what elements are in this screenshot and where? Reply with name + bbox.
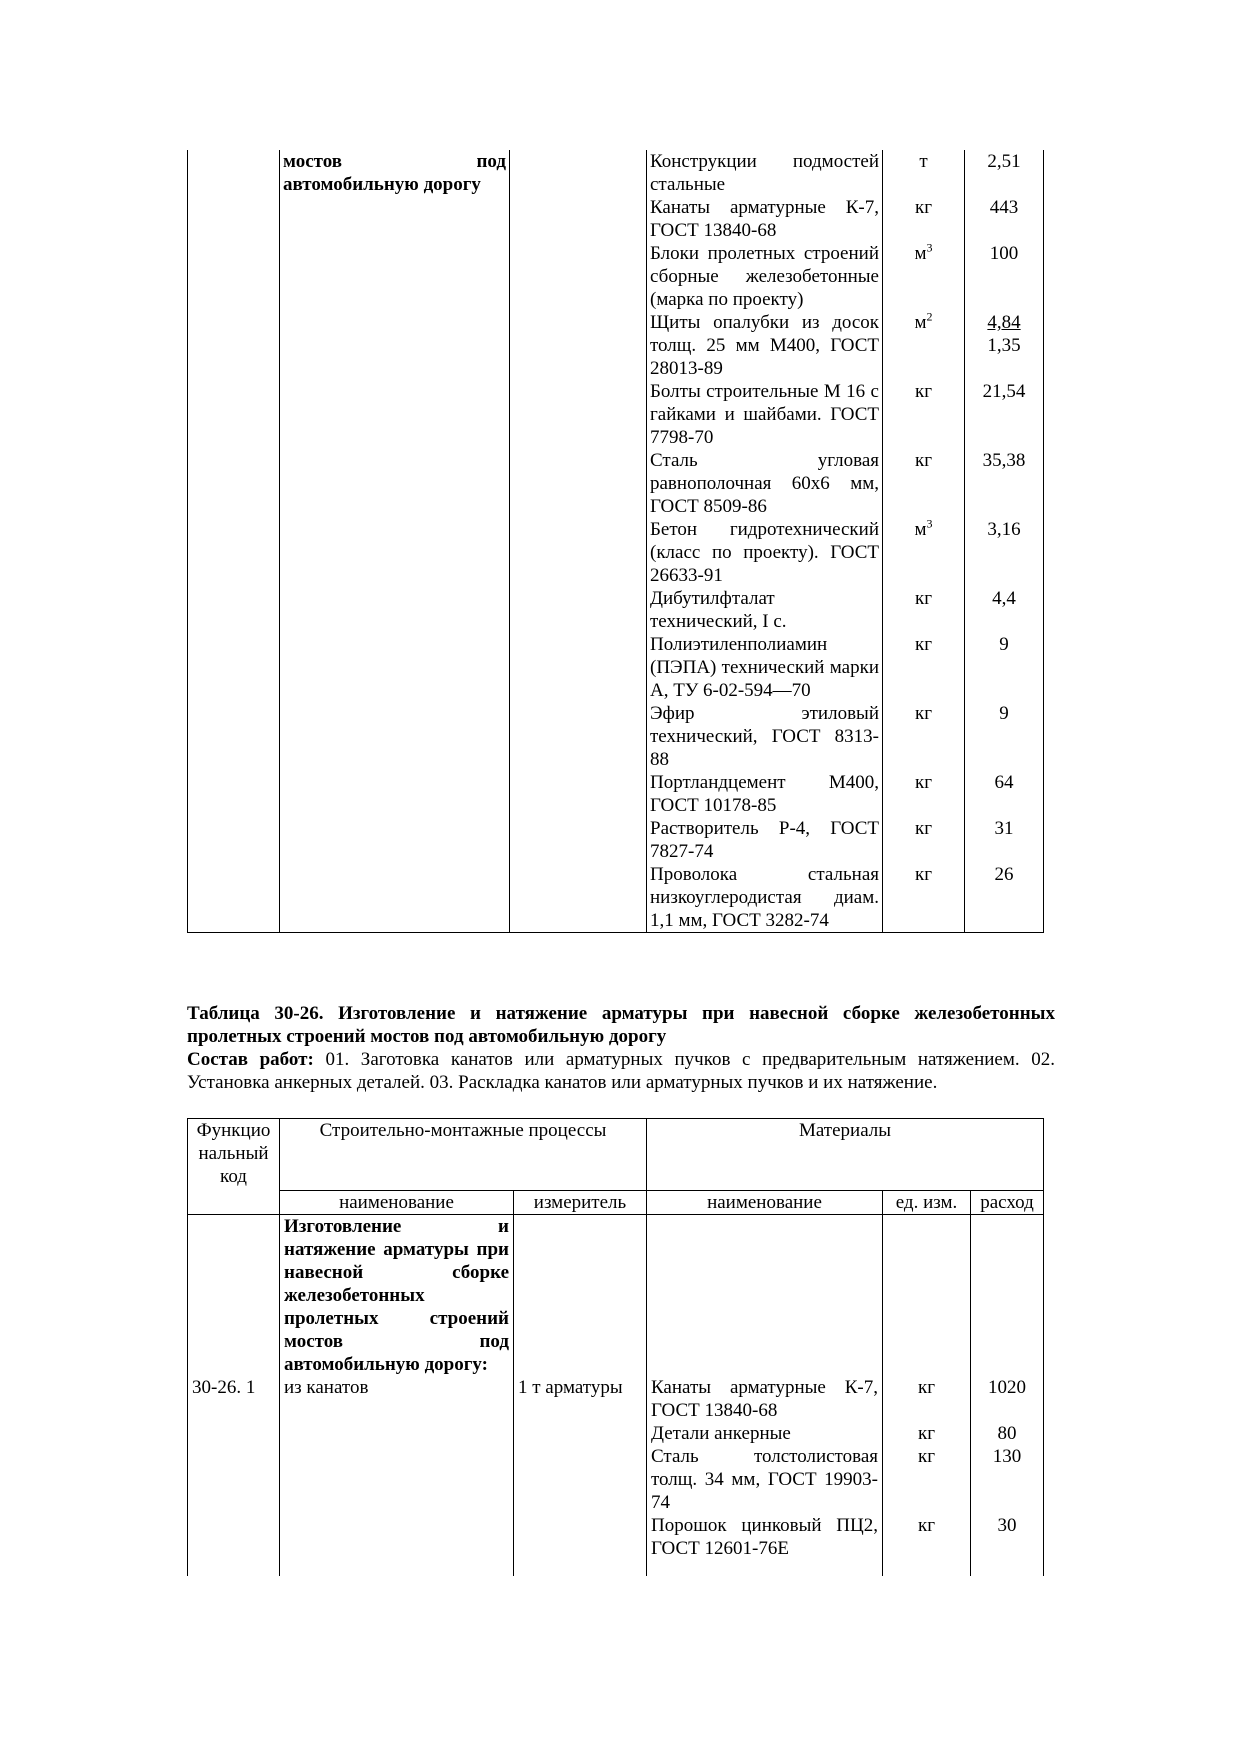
col-process-name — [280, 633, 510, 702]
unit-text: кг — [914, 588, 933, 609]
material-unit — [883, 863, 965, 933]
table-row — [188, 1376, 1044, 1576]
composition-label: Состав работ: — [187, 1049, 314, 1070]
qty-value: 21,54 — [982, 381, 1026, 402]
unit-superscript: 2 — [926, 309, 933, 324]
col-code — [188, 449, 280, 518]
unit-text: кг — [914, 864, 933, 885]
material-name: Портландцемент М400, ГОСТ 10178-85 — [647, 771, 883, 817]
unit-text: т — [919, 151, 928, 172]
material-unit — [883, 242, 965, 311]
material-name: Бетон гидротехнический (класс по проекту). ГОСТ 26633-91 — [647, 518, 883, 587]
qty-value: 35,38 — [982, 450, 1026, 471]
unit-text: кг — [914, 818, 933, 839]
table-row — [188, 633, 1044, 702]
col-measure — [510, 150, 647, 196]
material-name: Конструкции подмостей стальные — [647, 150, 883, 196]
material-qty — [965, 242, 1044, 311]
unit-text: кг — [914, 381, 933, 402]
material-unit: кг — [917, 1446, 936, 1467]
material-name: Проволока стальная низкоуглеродистая диам. 1,1 мм, ГОСТ 3282-74 — [647, 863, 883, 933]
material-name: Детали анкерные — [651, 1423, 791, 1444]
col-measure — [510, 380, 647, 449]
material-qty-cell — [971, 1376, 1044, 1576]
unit-superscript: 3 — [926, 516, 933, 531]
material-unit — [883, 196, 965, 242]
material-name: Сталь угловая равнополочная 60х6 мм, ГОСТ 8509-86 — [647, 449, 883, 518]
col-code — [188, 150, 280, 196]
row-process-name: из канатов — [280, 1376, 514, 1576]
col-process-name — [280, 518, 510, 587]
material-qty: 30 — [997, 1515, 1017, 1536]
qty-value: 9 — [999, 703, 1009, 724]
col-code — [188, 242, 280, 311]
header-materials: Материалы — [647, 1119, 1044, 1191]
col-code — [188, 863, 280, 933]
unit-text: кг — [914, 197, 933, 218]
material-qty: 1020 — [988, 1377, 1027, 1398]
material-qty — [965, 863, 1044, 933]
material-qty — [965, 587, 1044, 633]
composition-text: 01. Заготовка канатов или арматурных пучков с предварительным натяжением. 02. Установка анкерных деталей. 03. Раскладка канатов или арматурных пучков и их натяжение. — [187, 1049, 1055, 1093]
col-process-name — [280, 242, 510, 311]
table-row — [188, 311, 1044, 380]
material-qty — [965, 449, 1044, 518]
material-qty: 130 — [992, 1446, 1022, 1467]
material-name: Блоки пролетных строений сборные железобетонные (марка по проекту) — [647, 242, 883, 311]
col-measure — [510, 196, 647, 242]
header-processes: Строительно-монтажные процессы — [280, 1119, 647, 1191]
material-name: Порошок цинковый ПЦ2, ГОСТ 12601-76Е — [651, 1515, 878, 1559]
col-code — [188, 702, 280, 771]
unit-text: м — [914, 243, 927, 264]
qty-value: 4,84 — [987, 312, 1021, 333]
material-unit — [883, 817, 965, 863]
col-code — [188, 771, 280, 817]
qty-value: 26 — [994, 864, 1014, 885]
material-unit: кг — [917, 1423, 936, 1444]
material-unit — [883, 449, 965, 518]
unit-text: кг — [914, 634, 933, 655]
material-unit — [883, 633, 965, 702]
material-unit — [883, 380, 965, 449]
col-code — [188, 633, 280, 702]
row-code: 30-26. 1 — [188, 1376, 280, 1576]
table-row — [188, 817, 1044, 863]
col-measure — [510, 863, 647, 933]
material-qty — [965, 817, 1044, 863]
material-units-cell — [883, 1376, 971, 1576]
table-row — [188, 380, 1044, 449]
header-consumption: расход — [971, 1191, 1044, 1215]
col-process-name — [280, 196, 510, 242]
col-process-name — [280, 311, 510, 380]
material-qty: 80 — [997, 1423, 1017, 1444]
col-measure — [510, 702, 647, 771]
unit-text: м — [914, 519, 927, 540]
header-process-name: наименование — [280, 1191, 514, 1215]
qty-value: 4,4 — [992, 588, 1016, 609]
material-unit — [883, 771, 965, 817]
col-code — [188, 380, 280, 449]
table-row — [188, 771, 1044, 817]
col-code — [188, 817, 280, 863]
material-name: Сталь толстолистовая толщ. 34 мм, ГОСТ 19903-74 — [651, 1446, 878, 1513]
material-name: Канаты арматурные К-7, ГОСТ 13840-68 — [647, 196, 883, 242]
col-measure — [510, 587, 647, 633]
material-name: Эфир этиловый технический, ГОСТ 8313-88 — [647, 702, 883, 771]
unit-text: кг — [914, 772, 933, 793]
table-row — [188, 587, 1044, 633]
material-qty — [965, 150, 1044, 196]
table-heading-block — [187, 1002, 1055, 1094]
material-name: Болты строительные М 16 с гайками и шайбами. ГОСТ 7798-70 — [647, 380, 883, 449]
material-name: Щиты опалубки из досок толщ. 25 мм М400, ГОСТ 28013-89 — [647, 311, 883, 380]
group-title: Изготовление и натяжение арматуры при навесной сборке железобетонных пролетных строений мостов под автомобильную дорогу: — [280, 1215, 514, 1377]
table-row — [188, 702, 1044, 771]
material-unit: кг — [917, 1515, 936, 1536]
material-name: Полиэтиленполиамин (ПЭПА) технический марки А, ТУ 6-02-594—70 — [647, 633, 883, 702]
material-name: Растворитель Р-4, ГОСТ 7827-74 — [647, 817, 883, 863]
col-process-name — [280, 702, 510, 771]
table-30-26 — [187, 1118, 1044, 1576]
qty-value: 100 — [989, 243, 1019, 264]
qty-value: 9 — [999, 634, 1009, 655]
unit-superscript: 3 — [926, 240, 933, 255]
material-names-cell — [647, 1376, 883, 1576]
materials-table-continuation — [187, 150, 1044, 933]
unit-text: м — [914, 312, 927, 333]
col-code — [188, 196, 280, 242]
col-measure — [510, 771, 647, 817]
table-row — [188, 196, 1044, 242]
material-qty — [965, 633, 1044, 702]
material-unit — [883, 518, 965, 587]
col-code — [188, 311, 280, 380]
material-unit — [883, 150, 965, 196]
material-qty — [965, 771, 1044, 817]
col-process-name — [280, 380, 510, 449]
qty-value-secondary: 1,35 — [987, 335, 1021, 356]
header-code: Функцио нальный код — [188, 1119, 280, 1215]
work-composition — [187, 1048, 1055, 1094]
material-qty — [965, 311, 1044, 380]
qty-value: 64 — [994, 772, 1014, 793]
col-process-name — [280, 863, 510, 933]
table-row — [188, 518, 1044, 587]
table-row — [188, 449, 1044, 518]
material-name: Дибутилфталат технический, I с. — [647, 587, 883, 633]
col-process-name — [280, 587, 510, 633]
material-unit — [883, 702, 965, 771]
qty-value: 3,16 — [987, 519, 1021, 540]
col-measure — [510, 518, 647, 587]
col-process-name: мостов под автомобильную дорогу — [280, 150, 510, 196]
material-unit: кг — [917, 1377, 936, 1398]
unit-text: кг — [914, 703, 933, 724]
material-qty — [965, 518, 1044, 587]
qty-value: 2,51 — [987, 151, 1021, 172]
material-qty — [965, 196, 1044, 242]
col-measure — [510, 817, 647, 863]
col-measure — [510, 311, 647, 380]
table-row — [188, 150, 1044, 196]
row-measure: 1 т арматуры — [514, 1376, 647, 1576]
material-qty — [965, 702, 1044, 771]
col-code — [188, 587, 280, 633]
header-measure: измеритель — [514, 1191, 647, 1215]
material-unit — [883, 587, 965, 633]
col-code — [188, 518, 280, 587]
header-material-name: наименование — [647, 1191, 883, 1215]
col-measure — [510, 449, 647, 518]
col-process-name — [280, 771, 510, 817]
material-qty — [965, 380, 1044, 449]
material-unit — [883, 311, 965, 380]
qty-value: 31 — [994, 818, 1014, 839]
material-name: Канаты арматурные К-7, ГОСТ 13840-68 — [651, 1377, 878, 1421]
col-measure — [510, 633, 647, 702]
unit-text: кг — [914, 450, 933, 471]
col-process-name — [280, 449, 510, 518]
col-process-name — [280, 817, 510, 863]
table-row — [188, 863, 1044, 933]
col-measure — [510, 242, 647, 311]
table-title: Таблица 30-26. Изготовление и натяжение арматуры при навесной сборке железобетонных пролетных строений мостов под автомобильную дорогу — [187, 1003, 1055, 1047]
qty-value: 443 — [989, 197, 1019, 218]
table-row — [188, 242, 1044, 311]
header-unit: ед. изм. — [883, 1191, 971, 1215]
